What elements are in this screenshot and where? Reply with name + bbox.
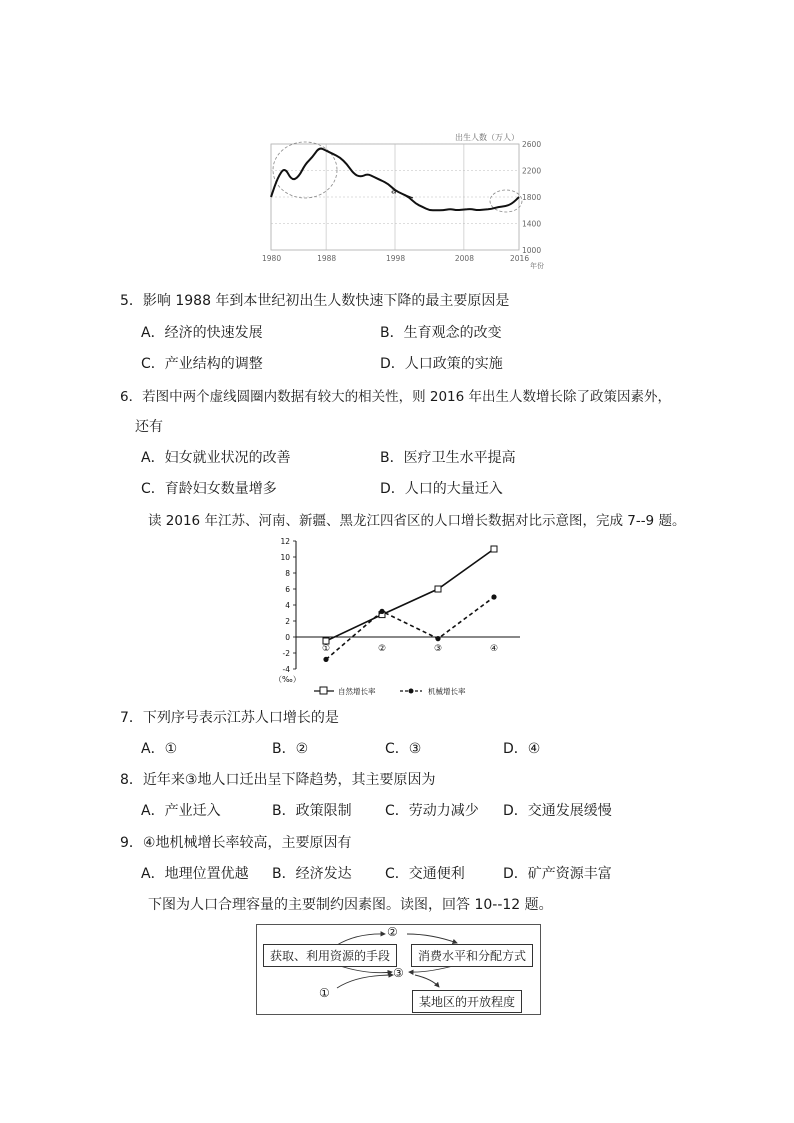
mechanical-growth-point-3 <box>435 636 440 641</box>
growth-ytick-4: 4 <box>285 601 290 610</box>
q8-stem: 8．近年来③地人口迁出呈下降趋势，其主要原因为 <box>120 772 436 788</box>
q7-option-c[interactable]: C．③ <box>385 741 422 757</box>
mechanical-growth-line <box>326 597 494 659</box>
growth-chart-series <box>323 546 497 662</box>
birth-chart-y-ticks <box>522 140 541 255</box>
node-3: ③ <box>393 966 404 980</box>
growth-ytick--4: -4 <box>282 665 290 674</box>
q5-option-d[interactable]: D．人口政策的实施 <box>380 356 503 372</box>
growth-ytick-10: 10 <box>280 553 290 562</box>
growth-category-1: ① <box>321 644 331 654</box>
q6-option-c[interactable]: C．育龄妇女数量增多 <box>141 481 277 497</box>
birth-xtick-1998: 1998 <box>386 254 406 263</box>
q9-stem: 9．④地机械增长率较高，主要原因有 <box>120 835 352 851</box>
growth-ytick--2: -2 <box>282 649 290 658</box>
growth-chart-unit: （‰） <box>274 675 301 684</box>
birth-ytick-2200: 2200 <box>522 166 542 176</box>
q9-option-c[interactable]: C．交通便利 <box>385 866 465 882</box>
q8-option-b[interactable]: B．政策限制 <box>272 803 352 819</box>
mechanical-growth-point-1 <box>323 657 328 662</box>
q7-option-d[interactable]: D．④ <box>503 741 541 757</box>
q9-option-b[interactable]: B．经济发达 <box>272 866 352 882</box>
birth-chart-x-ticks <box>262 254 529 263</box>
birth-chart <box>255 130 555 270</box>
birth-chart-marker-a: a <box>391 186 397 197</box>
mechanical-growth-point-4 <box>491 594 496 599</box>
box-openness: 某地区的开放程度 <box>412 990 522 1013</box>
birth-xtick-2016: 2016 <box>510 254 530 263</box>
growth-category-4: ④ <box>489 644 499 654</box>
birth-ytick-1800: 1800 <box>522 193 542 202</box>
capacity-diagram <box>256 924 541 1015</box>
growth-ytick-2: 2 <box>285 617 290 626</box>
node-1: ① <box>319 986 330 1000</box>
box-resource-means: 获取、利用资源的手段 <box>263 944 397 967</box>
growth-ytick-12: 12 <box>280 537 290 546</box>
birth-ytick-1000: 1000 <box>522 246 542 255</box>
q5-option-b[interactable]: B．生育观念的改变 <box>380 325 502 341</box>
q6-option-a[interactable]: A．妇女就业状况的改善 <box>141 450 291 466</box>
q5-option-c[interactable]: C．产业结构的调整 <box>141 356 263 372</box>
q5-stem: 5．影响 1988 年到本世纪初出生人数快速下降的最主要原因是 <box>120 293 510 309</box>
natural-growth-point-4 <box>491 546 497 552</box>
growth-category-3: ③ <box>433 644 443 654</box>
natural-growth-point-3 <box>435 586 441 592</box>
growth-chart-x-ticks <box>322 644 498 654</box>
intro-7-9: 读 2016 年江苏、河南、新疆、黑龙江四省区的人口增长数据对比示意图，完成 7--9 题。 <box>148 513 686 529</box>
q6-option-b[interactable]: B．医疗卫生水平提高 <box>380 450 516 466</box>
q9-option-d[interactable]: D．矿产资源丰富 <box>503 866 612 882</box>
natural-growth-point-1 <box>323 638 329 644</box>
q7-stem: 7．下列序号表示江苏人口增长的是 <box>120 710 339 726</box>
legend-mechanical-growth: 机械增长率 <box>428 687 466 696</box>
birth-chart-xlabel: 年份 <box>530 262 544 270</box>
q7-option-a[interactable]: A．① <box>141 741 178 757</box>
q8-option-c[interactable]: C．劳动力减少 <box>385 803 479 819</box>
birth-xtick-1988: 1988 <box>317 254 337 263</box>
mechanical-growth-point-2 <box>379 609 384 614</box>
q8-option-d[interactable]: D．交通发展缓慢 <box>503 803 612 819</box>
box-consumption-level: 消费水平和分配方式 <box>411 944 533 967</box>
birth-ytick-1400: 1400 <box>522 219 542 229</box>
node-2: ② <box>387 925 398 939</box>
birth-xtick-1980: 1980 <box>262 254 282 263</box>
q6-stem-line2: 还有 <box>135 419 163 435</box>
growth-ytick-8: 8 <box>285 569 290 578</box>
birth-xtick-2008: 2008 <box>454 254 474 263</box>
natural-growth-line <box>326 549 494 641</box>
growth-ytick-6: 6 <box>285 585 290 594</box>
growth-chart <box>272 535 532 700</box>
q9-option-a[interactable]: A．地理位置优越 <box>141 866 249 882</box>
birth-chart-ylabel: 出生人数（万人） <box>455 133 519 142</box>
q7-option-b[interactable]: B．② <box>272 741 309 757</box>
legend-natural-growth: 自然增长率 <box>338 687 376 696</box>
growth-chart-y-ticks <box>280 537 296 674</box>
growth-ytick-0: 0 <box>285 633 290 642</box>
q6-option-d[interactable]: D．人口的大量迁入 <box>380 481 503 497</box>
growth-category-2: ② <box>377 644 387 654</box>
birth-ytick-2600: 2600 <box>522 140 542 149</box>
growth-chart-legend <box>314 686 466 696</box>
intro-10-12: 下图为人口合理容量的主要制约因素图。读图，回答 10--12 题。 <box>148 897 553 913</box>
q5-option-a[interactable]: A．经济的快速发展 <box>141 325 263 341</box>
q6-stem-line1: 6．若图中两个虚线圆圈内数据有较大的相关性，则 2016 年出生人数增长除了政策因素外， <box>120 389 672 405</box>
q8-option-a[interactable]: A．产业迁入 <box>141 803 221 819</box>
